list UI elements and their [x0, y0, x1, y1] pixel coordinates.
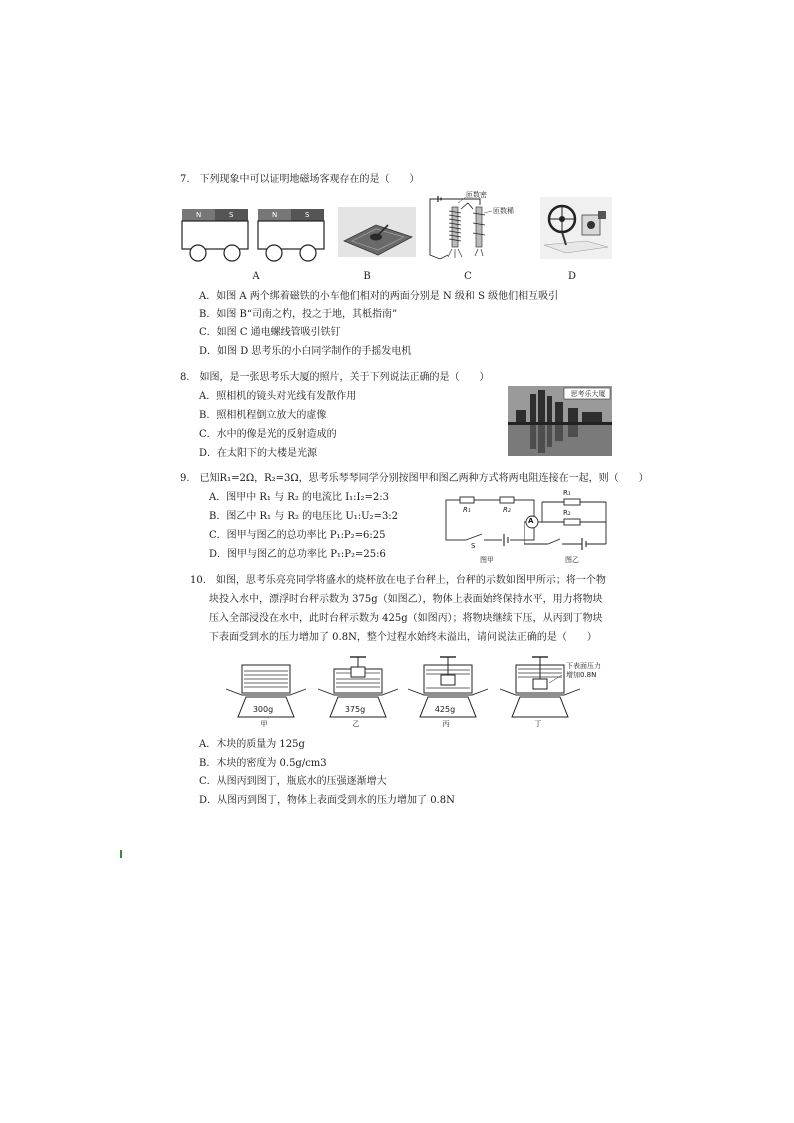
q9-option-a[interactable]: A．图甲中 R₁ 与 R₂ 的电流比 I₁:I₂=2:3	[209, 492, 389, 503]
q8-option-b[interactable]: B．照相机程倒立放大的虚像	[199, 410, 327, 421]
q10-option-b[interactable]: B．木块的密度为 0.5g/cm3	[199, 758, 327, 769]
q7-fig-label-c: C	[464, 271, 472, 282]
scale-reading-jia: 300g	[252, 705, 274, 714]
q9-circuit-yi	[524, 490, 612, 550]
q10-stem-line-1: 10. 如图，思考乐亮亮同学将盛水的烧杯放在电子台秤上，台秤的示数如图甲所示；将一个物	[190, 575, 606, 586]
wheel	[266, 245, 282, 261]
margin-mark	[120, 850, 122, 858]
q10-annotation-line-1: 下表面压力	[566, 662, 601, 670]
q7-stem: 7. 下列现象中可以证明地磁场客观存在的是（ ）	[180, 174, 420, 185]
q9-stem: 9. 已知R₁=2Ω，R₂=3Ω，思考乐琴琴同学分别按图甲和图乙两种方式将两电阻连接在一起，则（ ）	[180, 473, 649, 484]
solenoid-left-core	[452, 207, 458, 247]
q9-option-b[interactable]: B．图乙中 R₁ 与 R₂ 的电压比 U₁:U₂=3:2	[209, 511, 399, 522]
q7-option-c[interactable]: C．如图 C 通电螺线管吸引铁钉	[199, 327, 341, 338]
q10-annotation-line-2: 增加0.8N	[566, 671, 597, 679]
cart-right	[258, 209, 324, 261]
label-fig-yi: 图乙	[565, 556, 579, 564]
switch	[548, 539, 560, 544]
label-ammeter: A	[528, 517, 534, 525]
q7-figure-c	[420, 193, 512, 265]
wheel	[300, 245, 316, 261]
q10-fig-label-ding: 丁	[534, 720, 542, 728]
q10-option-c[interactable]: C．从图丙到图丁，瓶底水的压强逐渐增大	[199, 776, 387, 787]
wheel	[190, 245, 206, 261]
resistor-r1	[564, 499, 580, 505]
q8-option-a[interactable]: A．照相机的镜头对光线有发散作用	[199, 391, 357, 402]
label-r2-yi: R₂	[563, 509, 571, 517]
callout-sparse-coils: 匝数稀	[493, 207, 514, 215]
q7-option-a[interactable]: A．如图 A 两个绑着磁铁的小车他们相对的两面分别是 N 级和 S 级他们相互吸引	[199, 291, 559, 302]
label-r1-yi: R₁	[563, 489, 571, 497]
wood-block	[351, 667, 365, 677]
q8-option-c[interactable]: C．水中的像是光的反射造成的	[199, 429, 337, 440]
q10-option-a[interactable]: A．木块的质量为 125g	[199, 739, 305, 750]
resistor-r1	[460, 497, 474, 503]
q7-fig-label-b: B	[363, 271, 371, 282]
q7-fig-label-a: A	[252, 271, 260, 282]
scale-reading-yi: 375g	[344, 705, 366, 714]
q9-option-c[interactable]: C．图甲与图乙的总功率比 P₁:P₂=6:25	[209, 530, 386, 541]
label-switch-s: S	[471, 542, 476, 550]
q10-fig-label-jia: 甲	[260, 720, 268, 728]
q10-option-d[interactable]: D．从图丙到图丁，物体上表面受到水的压力增加了 0.8N	[199, 795, 455, 806]
q9-option-d[interactable]: D．图甲与图乙的总功率比 P₁:P₂=25:6	[209, 549, 386, 560]
label-r2-jia: R₂	[503, 506, 511, 514]
label-fig-jia: 图甲	[480, 556, 494, 564]
q7-figure-d	[540, 197, 612, 259]
resistor-r2	[500, 497, 514, 503]
cart-left	[182, 209, 248, 261]
magnet-n-label: N	[272, 211, 278, 219]
iron-nails	[448, 249, 483, 258]
q7-option-d[interactable]: D．如图 D 思考乐的小白同学制作的手摇发电机	[199, 346, 412, 357]
q7-option-b[interactable]: B．如图 B“司南之杓，投之于地，其柢指南”	[199, 309, 398, 320]
label-r1-jia: R₁	[463, 506, 471, 514]
solenoid-right-core	[476, 207, 482, 247]
q10-fig-label-bing: 丙	[442, 720, 450, 728]
magnet-n-label: N	[196, 211, 202, 219]
wheel	[224, 245, 240, 261]
wood-block	[533, 679, 547, 689]
q8-photo-caption: 思考乐大厦	[570, 390, 606, 398]
q7-figure-b	[338, 207, 416, 257]
q10-stem-line-3: 压入全部浸没在水中，此时台秤示数为 425g（如图丙）；将物块继续下压，从丙到丁物块	[209, 613, 603, 624]
q8-stem: 8. 如图，是一张思考乐大厦的照片，关于下列说法正确的是（ ）	[180, 372, 490, 383]
q7-fig-label-d: D	[567, 271, 577, 282]
switch-lever	[440, 255, 448, 259]
q10-stem-line-2: 块投入水中，漂浮时台秤示数为 375g（如图乙），物体上表面始终保持水平，用力将物块	[209, 594, 603, 605]
scale-reading-bing: 425g	[434, 705, 456, 714]
wood-block	[441, 675, 455, 685]
magnet-s-label: S	[229, 211, 234, 219]
resistor-r2	[564, 519, 580, 525]
magnet-s-label: S	[305, 211, 310, 219]
q8-option-d[interactable]: D．在太阳下的大楼是光源	[199, 448, 318, 459]
callout-dense-coils: 匝数密	[466, 191, 487, 199]
q10-fig-label-yi: 乙	[352, 720, 360, 728]
q10-stem-line-4: 下表面受到水的压力增加了 0.8N，整个过程水始终未溢出，请问说法正确的是（ ）	[209, 632, 597, 643]
